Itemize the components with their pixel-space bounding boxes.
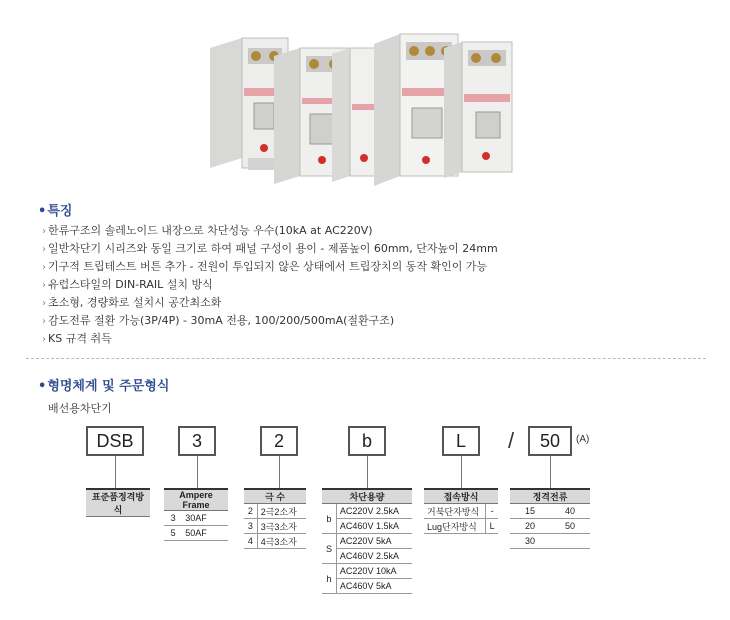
table-row (244, 534, 306, 549)
table-cell: S (322, 534, 336, 564)
table-cell: 30 (510, 534, 550, 549)
table-row (322, 549, 412, 564)
code-box-capacity: b (348, 426, 386, 456)
table-cell: 3극3소자 (257, 519, 306, 534)
table-header: 극 수 (244, 489, 306, 504)
code-separator: / (508, 428, 515, 453)
table-row (164, 511, 228, 526)
chevron-right-icon: › (42, 226, 46, 237)
code-box-current: 50 (528, 426, 572, 456)
table-cell: 5 (164, 526, 182, 541)
table-rated-current (510, 488, 590, 549)
list-item: › 유럽스타일의 DIN-RAIL 설치 방식 (42, 278, 213, 291)
table-standard (86, 488, 150, 517)
connector-line (197, 456, 198, 488)
breaker-unit (444, 42, 512, 178)
unit-label: (A) (576, 434, 590, 445)
feature-list (42, 222, 498, 348)
table-cell: AC460V 1.5kA (336, 519, 412, 534)
list-item: › 초소형, 경량화로 설치시 공간최소화 (42, 296, 222, 309)
code-box-frame: 3 (178, 426, 216, 456)
table-row (424, 504, 498, 519)
table-row (322, 579, 412, 594)
bullet-icon: • (38, 379, 47, 394)
table-row (510, 504, 590, 519)
table-cell: 3 (164, 511, 182, 526)
table-cell: 3 (244, 519, 257, 534)
table-cell: 50AF (182, 526, 228, 541)
table-header: 표준품정격방식 (86, 489, 150, 517)
table-header: Ampere Frame (164, 489, 228, 511)
connector-line (461, 456, 462, 488)
connector-line (550, 456, 551, 488)
table-cell: h (322, 564, 336, 594)
table-cell: AC460V 2.5kA (336, 549, 412, 564)
table-header: 차단용량 (322, 489, 412, 504)
features-heading: •특징 (38, 204, 73, 219)
chevron-right-icon: › (42, 262, 46, 273)
list-item: › 기구적 트립테스트 버튼 추가 - 전원이 투입되지 않은 상태에서 트립장치의 동작 확인이 가능 (42, 260, 488, 273)
chevron-right-icon: › (42, 280, 46, 291)
connector-line (279, 456, 280, 488)
list-item: › 한류구조의 솔레노이드 내장으로 차단성능 우수(10kA at AC220V) (42, 224, 373, 237)
table-cell (550, 534, 590, 549)
table-poles (244, 488, 306, 549)
chevron-right-icon: › (42, 244, 46, 255)
product-photo (200, 8, 518, 192)
table-cell: 2극2소자 (257, 504, 306, 519)
table-cell: AC220V 5kA (336, 534, 412, 549)
table-cell: 4극3소자 (257, 534, 306, 549)
code-box-poles: 2 (260, 426, 298, 456)
chevron-right-icon: › (42, 298, 46, 309)
table-cell: 4 (244, 534, 257, 549)
table-cell: AC220V 2.5kA (336, 504, 412, 519)
table-cell: 거북단자방식 (424, 504, 486, 519)
table-cell: b (322, 504, 336, 534)
connector-line (367, 456, 368, 488)
table-cell: 20 (510, 519, 550, 534)
table-row (510, 534, 590, 549)
table-row (424, 519, 498, 534)
chevron-right-icon: › (42, 316, 46, 327)
table-breaking-capacity (322, 488, 412, 594)
table-row (510, 519, 590, 534)
table-header: 정격전류 (510, 489, 590, 504)
table-row (164, 526, 228, 541)
chevron-right-icon: › (42, 334, 46, 345)
code-box-connection: L (442, 426, 480, 456)
table-ampere-frame (164, 488, 228, 541)
order-subtitle: 배선용차단기 (48, 402, 112, 415)
table-cell: 50 (550, 519, 590, 534)
table-row (322, 519, 412, 534)
table-row (322, 564, 412, 579)
table-cell: L (486, 519, 498, 534)
table-header: 접속방식 (424, 489, 498, 504)
table-row (244, 519, 306, 534)
table-cell: 2 (244, 504, 257, 519)
connector-line (115, 456, 116, 488)
list-item: › 일반차단기 시리즈와 동일 크기로 하여 패널 구성이 용이 - 제품높이 60mm, 단자높이 24mm (42, 242, 498, 255)
table-cell: 30AF (182, 511, 228, 526)
order-heading: •형명체계 및 주문형식 (38, 379, 170, 394)
table-cell: 40 (550, 504, 590, 519)
table-row (244, 504, 306, 519)
table-row (322, 504, 412, 519)
code-box-series: DSB (86, 426, 144, 456)
table-row (322, 534, 412, 549)
table-connection (424, 488, 498, 534)
list-item: › KS 규격 취득 (42, 332, 112, 345)
table-cell: AC220V 10kA (336, 564, 412, 579)
table-cell: AC460V 5kA (336, 579, 412, 594)
table-cell: 15 (510, 504, 550, 519)
table-cell: - (486, 504, 498, 519)
list-item: › 감도전류 절환 가능(3P/4P) - 30mA 전용, 100/200/500mA(절환구조) (42, 314, 395, 327)
table-cell: Lug단자방식 (424, 519, 486, 534)
section-divider (26, 358, 706, 359)
bullet-icon: • (38, 204, 47, 219)
